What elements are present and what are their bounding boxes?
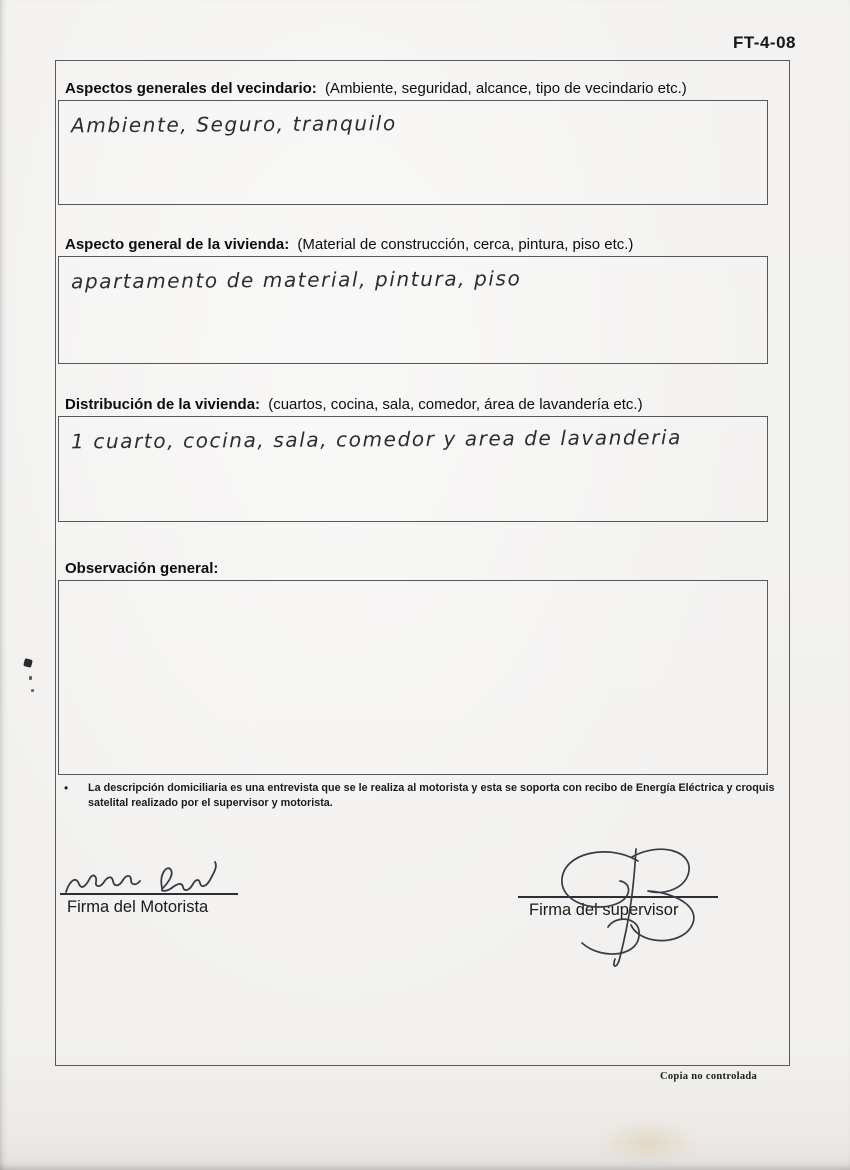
section-aspecto-vivienda xyxy=(55,236,790,364)
section-heading-hint: (cuartos, cocina, sala, comedor, área de lavandería etc.) xyxy=(268,396,643,413)
bullet-icon: • xyxy=(64,781,69,795)
ink-mark xyxy=(23,658,33,668)
section-heading xyxy=(65,236,790,254)
answer-box-aspecto xyxy=(58,256,768,364)
section-heading-title: Distribución de la vivienda: xyxy=(65,396,261,413)
handwritten-answer xyxy=(59,579,767,594)
handwritten-answer: Ambiente, Seguro, tranquilo xyxy=(70,111,397,138)
paper-stain xyxy=(598,1118,698,1166)
ink-mark xyxy=(31,689,34,692)
motorista-signature-label: Firma del Motorista xyxy=(67,898,209,916)
section-heading xyxy=(65,80,790,98)
uncontrolled-copy-stamp: Copia no controlada xyxy=(660,1071,758,1082)
section-heading-title: Aspecto general de la vivienda: xyxy=(65,236,290,253)
section-heading-hint: (Ambiente, seguridad, alcance, tipo de vecindario etc.) xyxy=(324,80,687,97)
section-heading xyxy=(65,396,790,414)
section-heading-title: Aspectos generales del vecindario: xyxy=(65,80,317,97)
section-heading xyxy=(65,560,790,578)
ink-mark xyxy=(29,676,32,680)
section-heading-hint: (Material de construcción, cerca, pintura, piso etc.) xyxy=(297,236,634,253)
handwritten-answer: apartamento de material, pintura, piso xyxy=(70,266,522,294)
answer-box-vecindario xyxy=(58,100,768,205)
answer-box-observacion xyxy=(58,580,768,775)
form-code: FT-4-08 xyxy=(732,33,796,52)
section-heading-title: Observación general: xyxy=(65,560,219,577)
motorista-signature-line xyxy=(60,893,238,895)
footnote-text: La descripción domiciliaria es una entrevista que se le realiza al motorista y esta se soporta con recibo de Energía Eléctrica y croquis satelital realizado por el supervisor y motorista. xyxy=(88,782,775,809)
supervisor-signature-line xyxy=(518,896,718,898)
section-observacion xyxy=(55,560,790,775)
section-distribucion xyxy=(55,396,790,522)
answer-box-distribucion xyxy=(58,416,768,522)
supervisor-signature-label: Firma del supervisor xyxy=(529,901,679,919)
section-vecindario xyxy=(55,80,790,205)
footnote xyxy=(55,781,790,811)
handwritten-answer: 1 cuarto, cocina, sala, comedor y area de lavanderia xyxy=(70,425,683,454)
